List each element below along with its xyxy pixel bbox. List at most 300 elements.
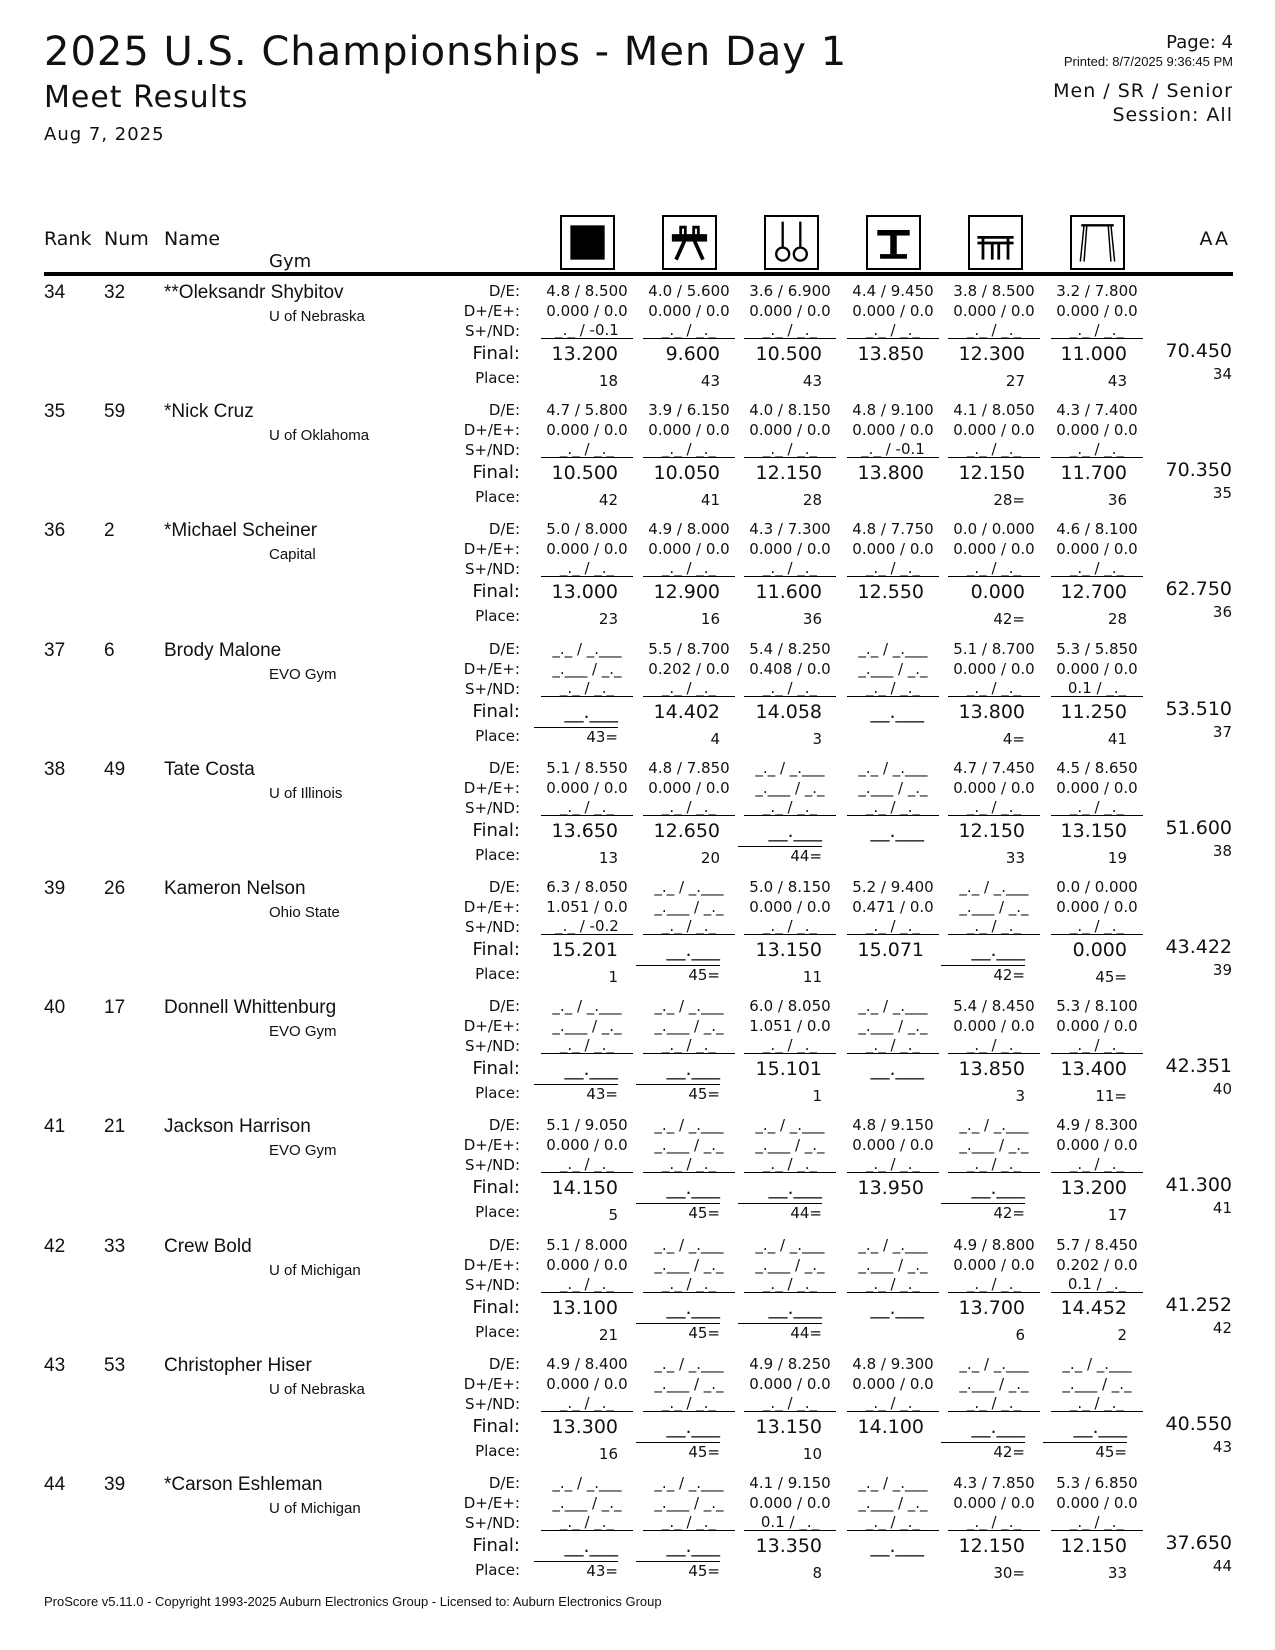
- event-place: 42=: [941, 965, 1025, 984]
- event-final-score: 0.000: [1072, 939, 1127, 961]
- event-final-score: 12.900: [653, 581, 720, 603]
- event-place: 11: [802, 968, 822, 986]
- score-d-e: 0.0 / 0.000: [1056, 878, 1138, 896]
- score-dplus-eplus: 0.000 / 0.0: [648, 302, 730, 320]
- score-s-nd: _._ / _._: [744, 560, 836, 577]
- score-s-nd: _._ / _._: [1051, 1037, 1143, 1054]
- event-final-score: 13.650: [551, 820, 618, 842]
- score-label-snd: S+/ND:: [465, 918, 520, 936]
- score-d-e: _._ / _.___: [959, 1355, 1029, 1373]
- score-d-e: _._ / _.___: [959, 878, 1029, 896]
- athlete-number: 59: [104, 401, 126, 422]
- score-dplus-eplus: _.___ / _._: [755, 1136, 825, 1154]
- score-d-e: 4.5 / 8.650: [1056, 759, 1138, 777]
- all-around-place: 34: [1212, 365, 1232, 383]
- score-s-nd: _._ / _._: [541, 441, 633, 458]
- score-s-nd: _._ / _._: [643, 799, 735, 816]
- athlete-gym: Ohio State: [269, 904, 340, 921]
- score-d-e: _._ / _.___: [654, 1116, 724, 1134]
- score-dplus-eplus: 0.000 / 0.0: [953, 540, 1035, 558]
- score-d-e: _._ / _.___: [755, 1236, 825, 1254]
- all-around-place: 37: [1212, 723, 1232, 741]
- score-label-place: Place:: [475, 1323, 520, 1341]
- event-final-score: 14.150: [551, 1177, 618, 1199]
- event-final-score: 13.150: [755, 1416, 822, 1438]
- athlete-gym: EVO Gym: [269, 1142, 337, 1159]
- score-dplus-eplus: 0.000 / 0.0: [852, 302, 934, 320]
- score-s-nd: _._ / _._: [744, 322, 836, 339]
- event-place: 6: [1015, 1326, 1025, 1344]
- score-d-e: 4.9 / 8.800: [953, 1236, 1035, 1254]
- event-final-score: 13.150: [1060, 820, 1127, 842]
- score-dplus-eplus: 0.000 / 0.0: [1056, 302, 1138, 320]
- score-dplus-eplus: _.___ / _._: [552, 1494, 622, 1512]
- score-dplus-eplus: 0.000 / 0.0: [648, 421, 730, 439]
- score-d-e: _._ / _.___: [858, 997, 928, 1015]
- score-dplus-eplus: 0.000 / 0.0: [749, 540, 831, 558]
- score-s-nd: _._ / _._: [948, 1037, 1040, 1054]
- score-d-e: 5.7 / 8.450: [1056, 1236, 1138, 1254]
- score-dplus-eplus: _.___ / _._: [654, 898, 724, 916]
- event-place: 41: [700, 491, 720, 509]
- meet-title: 2025 U.S. Championships - Men Day 1: [44, 29, 848, 75]
- event-final-score: __.___: [971, 1177, 1025, 1199]
- score-dplus-eplus: _.___ / _._: [858, 1494, 928, 1512]
- event-place: 28: [1107, 610, 1127, 628]
- athlete-number: 26: [104, 878, 126, 899]
- event-final-score: __.___: [971, 939, 1025, 961]
- score-s-nd: _._ / _._: [541, 799, 633, 816]
- athlete-number: 39: [104, 1474, 126, 1495]
- score-s-nd: _._ / _._: [847, 1037, 939, 1054]
- score-label-dpe: D+/E+:: [463, 660, 520, 678]
- event-final-score: 10.500: [551, 462, 618, 484]
- event-final-score: __.___: [666, 1416, 720, 1438]
- athlete-name: Crew Bold: [164, 1236, 252, 1257]
- score-dplus-eplus: 0.000 / 0.0: [953, 660, 1035, 678]
- event-place: 4: [710, 730, 720, 748]
- event-final-score: __.___: [666, 1297, 720, 1319]
- event-place: 23: [598, 610, 618, 628]
- event-place: 45=: [636, 1323, 720, 1342]
- score-s-nd: _._ / _._: [1051, 799, 1143, 816]
- event-place: 45=: [636, 1084, 720, 1103]
- event-place: 42=: [941, 1203, 1025, 1222]
- athlete-name: *Michael Scheiner: [164, 520, 318, 541]
- score-dplus-eplus: 0.000 / 0.0: [852, 540, 934, 558]
- event-final-score: __.___: [768, 1297, 822, 1319]
- event-final-score: __.___: [564, 1535, 618, 1557]
- score-label-snd: S+/ND:: [465, 441, 520, 459]
- athlete-number: 2: [104, 520, 115, 541]
- event-place: 43: [1107, 372, 1127, 390]
- score-d-e: _._ / _.___: [1062, 1355, 1132, 1373]
- score-label-final: Final:: [472, 462, 520, 483]
- score-s-nd: _._ / _._: [847, 799, 939, 816]
- athlete-gym: EVO Gym: [269, 666, 337, 683]
- event-place: 10: [802, 1445, 822, 1463]
- all-around-score: 40.550: [1165, 1413, 1232, 1435]
- athlete-gym: U of Michigan: [269, 1500, 361, 1517]
- score-s-nd: _._ / _._: [1051, 1395, 1143, 1412]
- score-label-place: Place:: [475, 846, 520, 864]
- score-label-final: Final:: [472, 581, 520, 602]
- athlete-name: Donnell Whittenburg: [164, 997, 337, 1018]
- score-label-dpe: D+/E+:: [463, 779, 520, 797]
- athlete-rank: 36: [44, 520, 66, 541]
- event-final-score: 12.650: [653, 820, 720, 842]
- event-final-score: __.___: [870, 820, 924, 842]
- pommel-horse-icon: [662, 215, 717, 270]
- score-d-e: _._ / _.___: [552, 640, 622, 658]
- score-label-place: Place:: [475, 1442, 520, 1460]
- event-place: 3: [812, 730, 822, 748]
- event-final-score: __.___: [666, 1177, 720, 1199]
- score-label-dpe: D+/E+:: [463, 1017, 520, 1035]
- score-label-dpe: D+/E+:: [463, 540, 520, 558]
- score-s-nd: _._ / _._: [541, 560, 633, 577]
- score-dplus-eplus: 0.000 / 0.0: [953, 1256, 1035, 1274]
- event-final-score: 13.200: [1060, 1177, 1127, 1199]
- score-d-e: _._ / _.___: [959, 1116, 1029, 1134]
- score-label-de: D/E:: [488, 520, 520, 538]
- score-dplus-eplus: 0.000 / 0.0: [648, 540, 730, 558]
- score-d-e: 5.0 / 8.000: [546, 520, 628, 538]
- score-dplus-eplus: _.___ / _._: [858, 1256, 928, 1274]
- score-s-nd: _._ / _._: [541, 1037, 633, 1054]
- all-around-place: 43: [1212, 1438, 1232, 1456]
- all-around-place: 39: [1212, 961, 1232, 979]
- event-final-score: 11.250: [1060, 701, 1127, 723]
- event-final-score: 12.300: [958, 343, 1025, 365]
- all-around-score: 70.450: [1165, 340, 1232, 362]
- event-place: 1: [608, 968, 618, 986]
- score-dplus-eplus: 0.000 / 0.0: [1056, 540, 1138, 558]
- all-around-place: 42: [1212, 1319, 1232, 1337]
- athlete-rank: 37: [44, 640, 66, 661]
- event-place: 28=: [993, 491, 1025, 509]
- score-s-nd: 0.1 / _._: [744, 1514, 836, 1531]
- score-d-e: 4.8 / 9.100: [852, 401, 934, 419]
- score-s-nd: _._ / _._: [744, 918, 836, 935]
- score-s-nd: _._ / _._: [541, 1514, 633, 1531]
- event-final-score: 11.700: [1060, 462, 1127, 484]
- event-final-score: __.___: [971, 1416, 1025, 1438]
- athlete-gym: U of Nebraska: [269, 1381, 365, 1398]
- score-dplus-eplus: _.___ / _._: [654, 1375, 724, 1393]
- score-dplus-eplus: 0.000 / 0.0: [953, 1017, 1035, 1035]
- column-header-name: Name: [164, 228, 221, 250]
- event-place: 17: [1107, 1206, 1127, 1224]
- event-final-score: 0.000: [970, 581, 1025, 603]
- score-d-e: 4.8 / 9.150: [852, 1116, 934, 1134]
- score-label-dpe: D+/E+:: [463, 1136, 520, 1154]
- score-d-e: _._ / _.___: [755, 1116, 825, 1134]
- event-final-score: __.___: [870, 1058, 924, 1080]
- event-final-score: __.___: [870, 1297, 924, 1319]
- score-s-nd: _._ / _._: [744, 441, 836, 458]
- event-place: 21: [598, 1326, 618, 1344]
- athlete-rank: 44: [44, 1474, 66, 1495]
- score-s-nd: _._ / _._: [1051, 1156, 1143, 1173]
- score-dplus-eplus: 0.408 / 0.0: [749, 660, 831, 678]
- score-d-e: _._ / _.___: [654, 878, 724, 896]
- score-dplus-eplus: 0.000 / 0.0: [852, 421, 934, 439]
- score-dplus-eplus: _.___ / _._: [858, 779, 928, 797]
- score-d-e: 4.7 / 5.800: [546, 401, 628, 419]
- score-s-nd: _._ / _._: [1051, 441, 1143, 458]
- score-s-nd: _._ / _._: [847, 322, 939, 339]
- event-final-score: 13.200: [551, 343, 618, 365]
- score-s-nd: _._ / _._: [744, 1037, 836, 1054]
- athlete-rank: 34: [44, 282, 66, 303]
- score-d-e: 6.0 / 8.050: [749, 997, 831, 1015]
- score-dplus-eplus: 0.000 / 0.0: [953, 421, 1035, 439]
- event-place: 3: [1015, 1087, 1025, 1105]
- score-label-snd: S+/ND:: [465, 1395, 520, 1413]
- athlete-gym: EVO Gym: [269, 1023, 337, 1040]
- score-dplus-eplus: 0.000 / 0.0: [953, 779, 1035, 797]
- score-s-nd: _._ / _._: [847, 560, 939, 577]
- score-dplus-eplus: 0.202 / 0.0: [648, 660, 730, 678]
- score-d-e: 5.0 / 8.150: [749, 878, 831, 896]
- footer-copyright: ProScore v5.11.0 - Copyright 1993-2025 Auburn Electronics Group - Licensed to: Auburn Electronics Group: [44, 1594, 662, 1609]
- score-dplus-eplus: 0.000 / 0.0: [546, 1256, 628, 1274]
- event-final-score: 13.700: [958, 1297, 1025, 1319]
- score-dplus-eplus: 0.000 / 0.0: [1056, 421, 1138, 439]
- score-s-nd: _._ / _._: [948, 918, 1040, 935]
- event-place: 18: [598, 372, 618, 390]
- score-dplus-eplus: 0.000 / 0.0: [546, 1375, 628, 1393]
- score-label-de: D/E:: [488, 1355, 520, 1373]
- event-place: 33: [1107, 1564, 1127, 1582]
- event-place: 44=: [738, 1323, 822, 1342]
- event-place: 43: [802, 372, 822, 390]
- event-place: 42=: [941, 1442, 1025, 1461]
- score-s-nd: _._ / _._: [541, 680, 633, 697]
- event-final-score: 15.201: [551, 939, 618, 961]
- score-label-place: Place:: [475, 1084, 520, 1102]
- score-d-e: _._ / _.___: [654, 1474, 724, 1492]
- column-header-num: Num: [104, 228, 149, 250]
- score-label-de: D/E:: [488, 1474, 520, 1492]
- event-place: 36: [802, 610, 822, 628]
- event-final-score: 13.000: [551, 581, 618, 603]
- score-dplus-eplus: _.___ / _._: [552, 660, 622, 678]
- athlete-number: 6: [104, 640, 115, 661]
- event-place: 45=: [636, 1442, 720, 1461]
- athlete-name: *Nick Cruz: [164, 401, 254, 422]
- meet-date: Aug 7, 2025: [44, 124, 165, 145]
- score-d-e: 5.4 / 8.450: [953, 997, 1035, 1015]
- score-s-nd: _._ / _._: [847, 918, 939, 935]
- athlete-gym: U of Michigan: [269, 1262, 361, 1279]
- score-s-nd: _._ / _._: [948, 560, 1040, 577]
- header-rule: [44, 272, 1233, 276]
- event-place: 16: [700, 610, 720, 628]
- score-s-nd: _._ / _._: [948, 1395, 1040, 1412]
- all-around-score: 53.510: [1165, 698, 1232, 720]
- score-d-e: _._ / _.___: [858, 1236, 928, 1254]
- score-d-e: 5.1 / 9.050: [546, 1116, 628, 1134]
- score-label-place: Place:: [475, 965, 520, 983]
- athlete-number: 49: [104, 759, 126, 780]
- score-s-nd: _._ / _._: [744, 1276, 836, 1293]
- event-final-score: __.___: [666, 939, 720, 961]
- event-place: 45=: [636, 1203, 720, 1222]
- score-d-e: 4.1 / 8.050: [953, 401, 1035, 419]
- score-dplus-eplus: 0.000 / 0.0: [1056, 1136, 1138, 1154]
- score-label-dpe: D+/E+:: [463, 1375, 520, 1393]
- printed-timestamp: Printed: 8/7/2025 9:36:45 PM: [1063, 54, 1233, 69]
- score-dplus-eplus: 0.000 / 0.0: [749, 898, 831, 916]
- event-final-score: __.___: [666, 1058, 720, 1080]
- score-s-nd: _._ / _._: [847, 1514, 939, 1531]
- event-place: 43=: [534, 727, 618, 746]
- event-place: 45=: [1043, 1442, 1127, 1461]
- event-final-score: 14.402: [653, 701, 720, 723]
- session-label: Session: All: [1112, 104, 1233, 126]
- event-place: 11=: [1095, 1087, 1127, 1105]
- score-dplus-eplus: _.___ / _._: [654, 1017, 724, 1035]
- event-place: 4=: [1002, 730, 1025, 748]
- event-place: 1: [812, 1087, 822, 1105]
- event-final-score: 12.700: [1060, 581, 1127, 603]
- score-label-final: Final:: [472, 701, 520, 722]
- score-label-de: D/E:: [488, 997, 520, 1015]
- event-final-score: 14.100: [857, 1416, 924, 1438]
- score-d-e: 4.7 / 7.450: [953, 759, 1035, 777]
- score-label-de: D/E:: [488, 282, 520, 300]
- event-place: 43: [700, 372, 720, 390]
- score-label-final: Final:: [472, 820, 520, 841]
- score-s-nd: _._ / _._: [643, 1156, 735, 1173]
- parallel-bars-icon: [968, 215, 1023, 270]
- score-s-nd: _._ / _._: [643, 1276, 735, 1293]
- athlete-name: Jackson Harrison: [164, 1116, 311, 1137]
- all-around-score: 51.600: [1165, 817, 1232, 839]
- score-label-dpe: D+/E+:: [463, 898, 520, 916]
- score-s-nd: 0.1 / _._: [1051, 1276, 1143, 1293]
- score-dplus-eplus: 0.000 / 0.0: [953, 302, 1035, 320]
- score-dplus-eplus: 0.000 / 0.0: [546, 540, 628, 558]
- score-d-e: 4.1 / 9.150: [749, 1474, 831, 1492]
- score-s-nd: _._ / _._: [643, 1514, 735, 1531]
- event-final-score: 13.850: [857, 343, 924, 365]
- score-d-e: 4.9 / 8.000: [648, 520, 730, 538]
- event-final-score: 13.150: [755, 939, 822, 961]
- score-s-nd: _._ / _._: [643, 322, 735, 339]
- score-s-nd: _._ / _._: [1051, 560, 1143, 577]
- score-s-nd: _._ / _._: [1051, 918, 1143, 935]
- score-dplus-eplus: 0.000 / 0.0: [648, 779, 730, 797]
- score-dplus-eplus: 0.000 / 0.0: [1056, 1494, 1138, 1512]
- score-label-snd: S+/ND:: [465, 560, 520, 578]
- score-dplus-eplus: 0.000 / 0.0: [852, 1136, 934, 1154]
- all-around-score: 37.650: [1165, 1532, 1232, 1554]
- score-s-nd: _._ / _._: [948, 1514, 1040, 1531]
- score-d-e: 3.2 / 7.800: [1056, 282, 1138, 300]
- event-final-score: 12.150: [958, 1535, 1025, 1557]
- event-place: 30=: [993, 1564, 1025, 1582]
- score-d-e: _._ / _.___: [858, 640, 928, 658]
- event-place: 45=: [1095, 968, 1127, 986]
- event-place: 44=: [738, 846, 822, 865]
- score-dplus-eplus: 0.000 / 0.0: [749, 1494, 831, 1512]
- score-s-nd: _._ / _._: [948, 1276, 1040, 1293]
- all-around-place: 41: [1212, 1199, 1232, 1217]
- event-final-score: 12.150: [755, 462, 822, 484]
- event-final-score: 9.600: [665, 343, 720, 365]
- score-label-de: D/E:: [488, 401, 520, 419]
- score-label-snd: S+/ND:: [465, 322, 520, 340]
- score-d-e: _._ / _.___: [858, 759, 928, 777]
- event-final-score: 13.100: [551, 1297, 618, 1319]
- vault-icon: [866, 215, 921, 270]
- all-around-score: 42.351: [1165, 1055, 1232, 1077]
- score-s-nd: _._ / _._: [541, 1395, 633, 1412]
- score-dplus-eplus: 0.000 / 0.0: [546, 779, 628, 797]
- score-label-dpe: D+/E+:: [463, 421, 520, 439]
- score-label-de: D/E:: [488, 1116, 520, 1134]
- athlete-rank: 42: [44, 1236, 66, 1257]
- score-d-e: 5.2 / 9.400: [852, 878, 934, 896]
- event-place: 33: [1005, 849, 1025, 867]
- all-around-score: 41.252: [1165, 1294, 1232, 1316]
- score-s-nd: _._ / _._: [643, 560, 735, 577]
- score-dplus-eplus: 0.000 / 0.0: [852, 1375, 934, 1393]
- score-label-place: Place:: [475, 1203, 520, 1221]
- event-final-score: __.___: [768, 820, 822, 842]
- score-dplus-eplus: 0.000 / 0.0: [546, 302, 628, 320]
- athlete-number: 53: [104, 1355, 126, 1376]
- score-label-de: D/E:: [488, 759, 520, 777]
- event-final-score: 13.400: [1060, 1058, 1127, 1080]
- event-final-score: 11.000: [1060, 343, 1127, 365]
- event-place: 41: [1107, 730, 1127, 748]
- score-d-e: _._ / _.___: [654, 997, 724, 1015]
- score-label-snd: S+/ND:: [465, 1156, 520, 1174]
- score-dplus-eplus: _.___ / _._: [959, 1375, 1029, 1393]
- score-dplus-eplus: _.___ / _._: [552, 1017, 622, 1035]
- score-dplus-eplus: 0.000 / 0.0: [1056, 779, 1138, 797]
- score-d-e: 4.8 / 8.500: [546, 282, 628, 300]
- score-s-nd: _._ / -0.2: [541, 918, 633, 935]
- event-place: 28: [802, 491, 822, 509]
- score-d-e: 5.3 / 5.850: [1056, 640, 1138, 658]
- score-d-e: 5.4 / 8.250: [749, 640, 831, 658]
- score-label-final: Final:: [472, 1177, 520, 1198]
- score-label-snd: S+/ND:: [465, 1276, 520, 1294]
- event-final-score: __.___: [666, 1535, 720, 1557]
- score-d-e: _._ / _.___: [755, 759, 825, 777]
- score-d-e: _._ / _.___: [552, 997, 622, 1015]
- score-label-place: Place:: [475, 607, 520, 625]
- score-d-e: 5.5 / 8.700: [648, 640, 730, 658]
- athlete-rank: 43: [44, 1355, 66, 1376]
- score-d-e: 4.3 / 7.400: [1056, 401, 1138, 419]
- score-dplus-eplus: _.___ / _._: [654, 1494, 724, 1512]
- score-s-nd: _._ / _._: [948, 799, 1040, 816]
- event-final-score: 14.452: [1060, 1297, 1127, 1319]
- score-s-nd: _._ / _._: [643, 1395, 735, 1412]
- score-s-nd: _._ / _._: [744, 680, 836, 697]
- score-label-de: D/E:: [488, 1236, 520, 1254]
- score-label-de: D/E:: [488, 878, 520, 896]
- score-d-e: 5.1 / 8.700: [953, 640, 1035, 658]
- score-label-final: Final:: [472, 1416, 520, 1437]
- score-dplus-eplus: 1.051 / 0.0: [546, 898, 628, 916]
